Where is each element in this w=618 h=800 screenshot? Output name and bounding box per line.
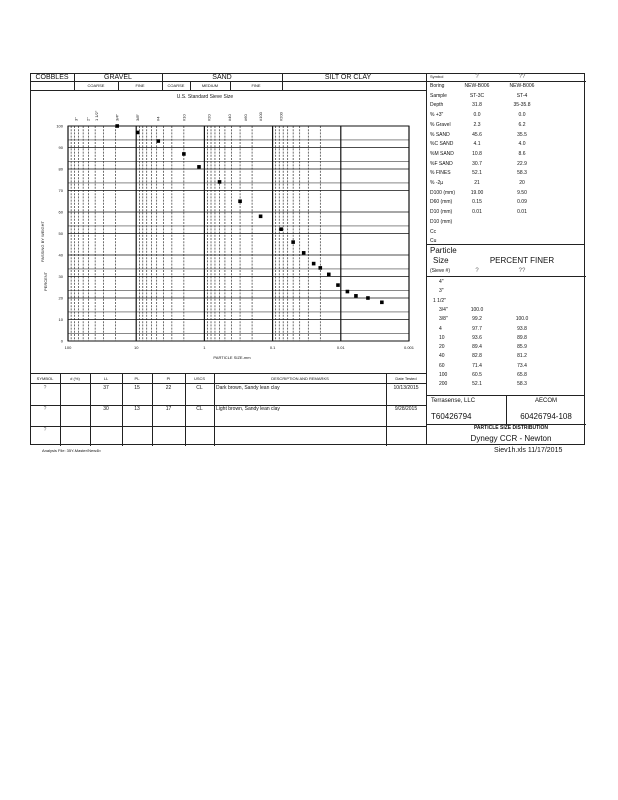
title-block: [426, 395, 585, 445]
property-table-cell-date: 9/28/2015: [394, 406, 418, 412]
data-point: [136, 131, 140, 135]
grain-size-header: [30, 73, 426, 91]
summary-row-value: 45.6: [472, 131, 482, 138]
sand-coarse-label: COARSE: [167, 83, 185, 88]
summary-row-label: D60 (mm): [430, 199, 453, 206]
finer-row-value: 93.8: [517, 325, 527, 332]
summary-row-label: %M SAND: [430, 150, 454, 157]
data-point: [279, 227, 283, 231]
x-tick-label: 0.001: [403, 345, 415, 350]
summary-row-value: 4.0: [518, 141, 526, 148]
property-table-header: # (%): [70, 376, 80, 381]
finer-row-sieve: 200: [439, 381, 448, 388]
summary-row-label: D10 (mm): [430, 209, 453, 216]
data-point: [182, 152, 186, 156]
x-tick-label: 0.01: [336, 345, 345, 350]
project-right: 60426794-108: [520, 412, 572, 421]
summary-row-value: 22.9: [517, 160, 527, 167]
sand-label: SAND: [212, 74, 232, 81]
property-table-cell-symbol: ?: [43, 406, 47, 412]
sieve-label: #40: [227, 114, 233, 121]
data-point: [380, 301, 384, 305]
summary-row-value: 52.1: [472, 170, 482, 177]
summary-row-label: Cc: [430, 228, 437, 235]
property-table-header: Date Tested: [395, 376, 417, 381]
summary-row-label: Depth: [430, 102, 444, 109]
finer-row-value: 93.6: [472, 334, 482, 341]
percent-finer-panel: [426, 245, 585, 395]
size-label: Size: [433, 256, 449, 265]
y-tick-label: 30: [58, 274, 63, 279]
finer-row-value: 89.8: [517, 334, 527, 341]
finer-row-value: 65.8: [517, 372, 527, 378]
project-left: T60426794: [431, 412, 472, 421]
data-point: [312, 262, 316, 266]
property-table-header: LL: [103, 376, 109, 381]
summary-row-value: 35.5: [517, 131, 527, 138]
sand-fine-label: FINE: [251, 83, 261, 88]
property-table-cell-desc: Dark brown, Sandy lean clay: [216, 385, 280, 391]
finer-row-sieve: 3": [439, 288, 444, 295]
finer-row-sieve: 60: [439, 362, 445, 369]
summary-row-value: 0.09: [517, 199, 527, 206]
sieve-label: 1 1/2": [94, 110, 100, 121]
finer-row-value: 81.2: [517, 353, 527, 360]
summary-panel: [426, 73, 585, 245]
data-point: [354, 294, 358, 298]
property-table-cell-pi: 17: [165, 406, 172, 412]
summary-row-label: D10 (mm): [430, 218, 453, 225]
summary-row-value: 20: [519, 180, 525, 186]
y-tick-label: 20: [58, 295, 63, 301]
sieve-label: 3": [73, 117, 79, 121]
property-table-header: USCS: [193, 376, 206, 381]
summary-row-value: 0.15: [472, 199, 482, 206]
data-point: [238, 199, 242, 203]
sieve-label: #10: [181, 114, 187, 121]
property-table-cell-uscs: CL: [196, 385, 203, 391]
percent-finer-label: PERCENT FINER: [489, 256, 555, 265]
file-date: Siev1h.xls 11/17/2015: [494, 447, 563, 454]
finer-row-sieve: 100: [439, 372, 448, 378]
finer-row-sieve: 3/8": [439, 316, 448, 323]
summary-row-label: D100 (mm): [430, 189, 456, 196]
data-point: [291, 240, 295, 244]
x-tick-label: 100: [64, 345, 72, 350]
finer-row-value: 97.7: [472, 325, 482, 332]
gravel-label: GRAVEL: [104, 74, 132, 81]
property-table-header: PL: [134, 376, 140, 381]
data-point: [327, 273, 331, 277]
finer-row-value: 100.0: [515, 316, 529, 323]
y-tick-label: 50: [58, 231, 63, 236]
sieve-label: 3/4": [114, 114, 120, 121]
analysis-file: Analysis File: 35Y-Master/New4b: [42, 448, 101, 453]
summary-row-value: NEW-B006: [464, 83, 490, 89]
finer-row-value: 100.0: [470, 306, 484, 313]
y-tick-label: 0: [60, 338, 63, 344]
data-point: [115, 124, 119, 128]
summary-row-value: 30.7: [472, 160, 482, 167]
x-tick-label: 0.1: [269, 345, 276, 350]
property-table-header: PI: [166, 376, 171, 381]
summary-row-label: % +3": [430, 112, 444, 119]
property-table-cell-date: 10/13/2015: [393, 385, 419, 391]
summary-row-value: 0.01: [517, 209, 527, 216]
finer-row-value: 73.4: [517, 362, 527, 369]
y-tick-label: 100: [56, 123, 63, 129]
summary-row-value: NEW-B006: [509, 83, 535, 89]
summary-row-value: 0.0: [518, 112, 526, 119]
y-tick-label: 40: [58, 252, 63, 258]
sieve-label: 3/8": [135, 114, 141, 121]
data-point: [259, 215, 263, 219]
symbol-value-2: ??: [518, 74, 526, 80]
sieve-label: 2": [85, 117, 91, 121]
y-axis-label-percent: PERCENT: [43, 271, 48, 291]
summary-row-label: % FINES: [430, 170, 451, 177]
property-table-cell-symbol: ?: [43, 385, 47, 391]
finer-row-sieve: 10: [439, 334, 445, 341]
x-axis-label: PARTICLE SIZE-mm: [213, 355, 251, 360]
data-point: [346, 290, 350, 294]
y-tick-label: 60: [58, 209, 63, 215]
summary-row-value: 0.0: [473, 112, 481, 119]
cobbles-label: COBBLES: [35, 74, 69, 81]
finer-row-sieve: 1 1/2": [433, 297, 446, 304]
finer-row-value: 60.5: [472, 372, 482, 378]
data-point: [156, 139, 160, 143]
data-point: [366, 296, 370, 300]
y-tick-label: 10: [58, 317, 63, 322]
summary-row-value: 0.01: [472, 209, 482, 216]
summary-row-label: % Gravel: [430, 121, 451, 128]
summary-row-label: Boring: [430, 83, 445, 89]
summary-row-label: %C SAND: [430, 141, 454, 148]
company-left: Terrasense, LLC: [431, 398, 476, 404]
finer-row-sieve: 4": [439, 279, 444, 285]
property-table-cell-symbol: ?: [43, 427, 47, 433]
summary-row-value: 9.50: [517, 189, 527, 196]
property-table-header: DESCRIPTION AND REMARKS: [271, 376, 329, 381]
property-table-cell-pi: 22: [165, 385, 172, 391]
summary-row-label: Cu: [430, 238, 437, 245]
finer-row-value: 58.3: [517, 381, 527, 388]
chart-title: U.S. Standard Sieve Size: [176, 94, 234, 100]
data-point: [197, 165, 201, 169]
gravel-coarse-label: COARSE: [87, 83, 105, 88]
sieve-label: #4: [155, 116, 161, 121]
summary-row-value: ST-4: [516, 92, 528, 99]
summary-row-value: ST-3C: [469, 92, 485, 99]
summary-row-value: 10.8: [472, 150, 482, 157]
finer-row-value: 82.8: [472, 353, 482, 360]
finer-row-sieve: 3/4": [439, 306, 448, 313]
summary-row-value: 21: [474, 180, 480, 186]
gradation-chart: [30, 91, 426, 373]
data-point: [336, 283, 340, 287]
site-name: Dynegy CCR - Newton: [470, 434, 552, 443]
sieve-label: #200: [278, 112, 284, 121]
property-table-cell-uscs: CL: [196, 406, 203, 412]
summary-row-value: 35-35.8: [513, 102, 531, 109]
property-table-cell-pl: 15: [134, 385, 140, 391]
y-tick-label: 80: [58, 166, 63, 172]
summary-row-label: % SAND: [430, 131, 450, 138]
property-table: [30, 373, 426, 445]
summary-row-value: 2.3: [473, 121, 481, 128]
finer-row-sieve: 40: [439, 353, 445, 360]
data-point: [318, 266, 322, 270]
summary-row-label: Sample: [430, 92, 447, 99]
x-tick-label: 1: [203, 345, 206, 350]
silt-clay-label: SILT OR CLAY: [324, 74, 372, 81]
finer-row-value: 71.4: [472, 362, 482, 369]
property-table-cell-pl: 13: [134, 406, 140, 412]
finer-row-value: 89.4: [472, 344, 482, 351]
y-axis-label-passing: PASSING BY WEIGHT: [40, 221, 45, 262]
gravel-fine-label: FINE: [135, 83, 145, 88]
data-point: [218, 180, 222, 184]
property-table-header: SYMBOL: [36, 376, 54, 381]
summary-row-value: 58.3: [517, 170, 527, 177]
finer-row-value: 99.2: [472, 316, 482, 323]
sieve-label: #20: [206, 114, 212, 121]
property-table-cell-ll: 30: [103, 406, 109, 412]
summary-row-value: 6.2: [518, 121, 526, 128]
data-point: [302, 251, 306, 255]
summary-row-value: 8.6: [518, 150, 526, 157]
summary-row-label: % -2µ: [430, 180, 444, 186]
summary-row-value: 4.1: [473, 141, 481, 148]
property-table-cell-ll: 37: [103, 385, 109, 391]
finer-row-sieve: 4: [439, 325, 442, 332]
finer-row-value: 85.9: [517, 344, 527, 351]
finer-symbol-1: ?: [475, 268, 479, 274]
summary-row-value: 31.8: [472, 102, 482, 109]
x-tick-label: 10: [133, 345, 139, 350]
particle-label: Particle: [430, 246, 457, 255]
summary-row-value: 19.00: [470, 189, 484, 196]
chart-name: PARTICLE SIZE DISTRIBUTION: [473, 425, 549, 431]
y-tick-label: 90: [58, 145, 63, 150]
finer-row-value: 52.1: [472, 381, 482, 388]
property-table-cell-desc: Light brown, Sandy lean clay: [216, 406, 280, 412]
sieve-hash-label: (Sieve #): [430, 268, 451, 274]
sieve-label: #100: [258, 112, 264, 121]
symbol-value-1: ?: [475, 74, 479, 80]
symbol-label: Symbol: [430, 74, 444, 79]
sieve-label: #60: [242, 114, 248, 121]
summary-row-label: %F SAND: [430, 160, 453, 167]
y-tick-label: 70: [58, 188, 63, 193]
sand-medium-label: MEDIUM: [201, 83, 219, 88]
company-right: AECOM: [534, 398, 558, 404]
finer-row-sieve: 20: [439, 344, 445, 351]
finer-symbol-2: ??: [518, 268, 526, 274]
